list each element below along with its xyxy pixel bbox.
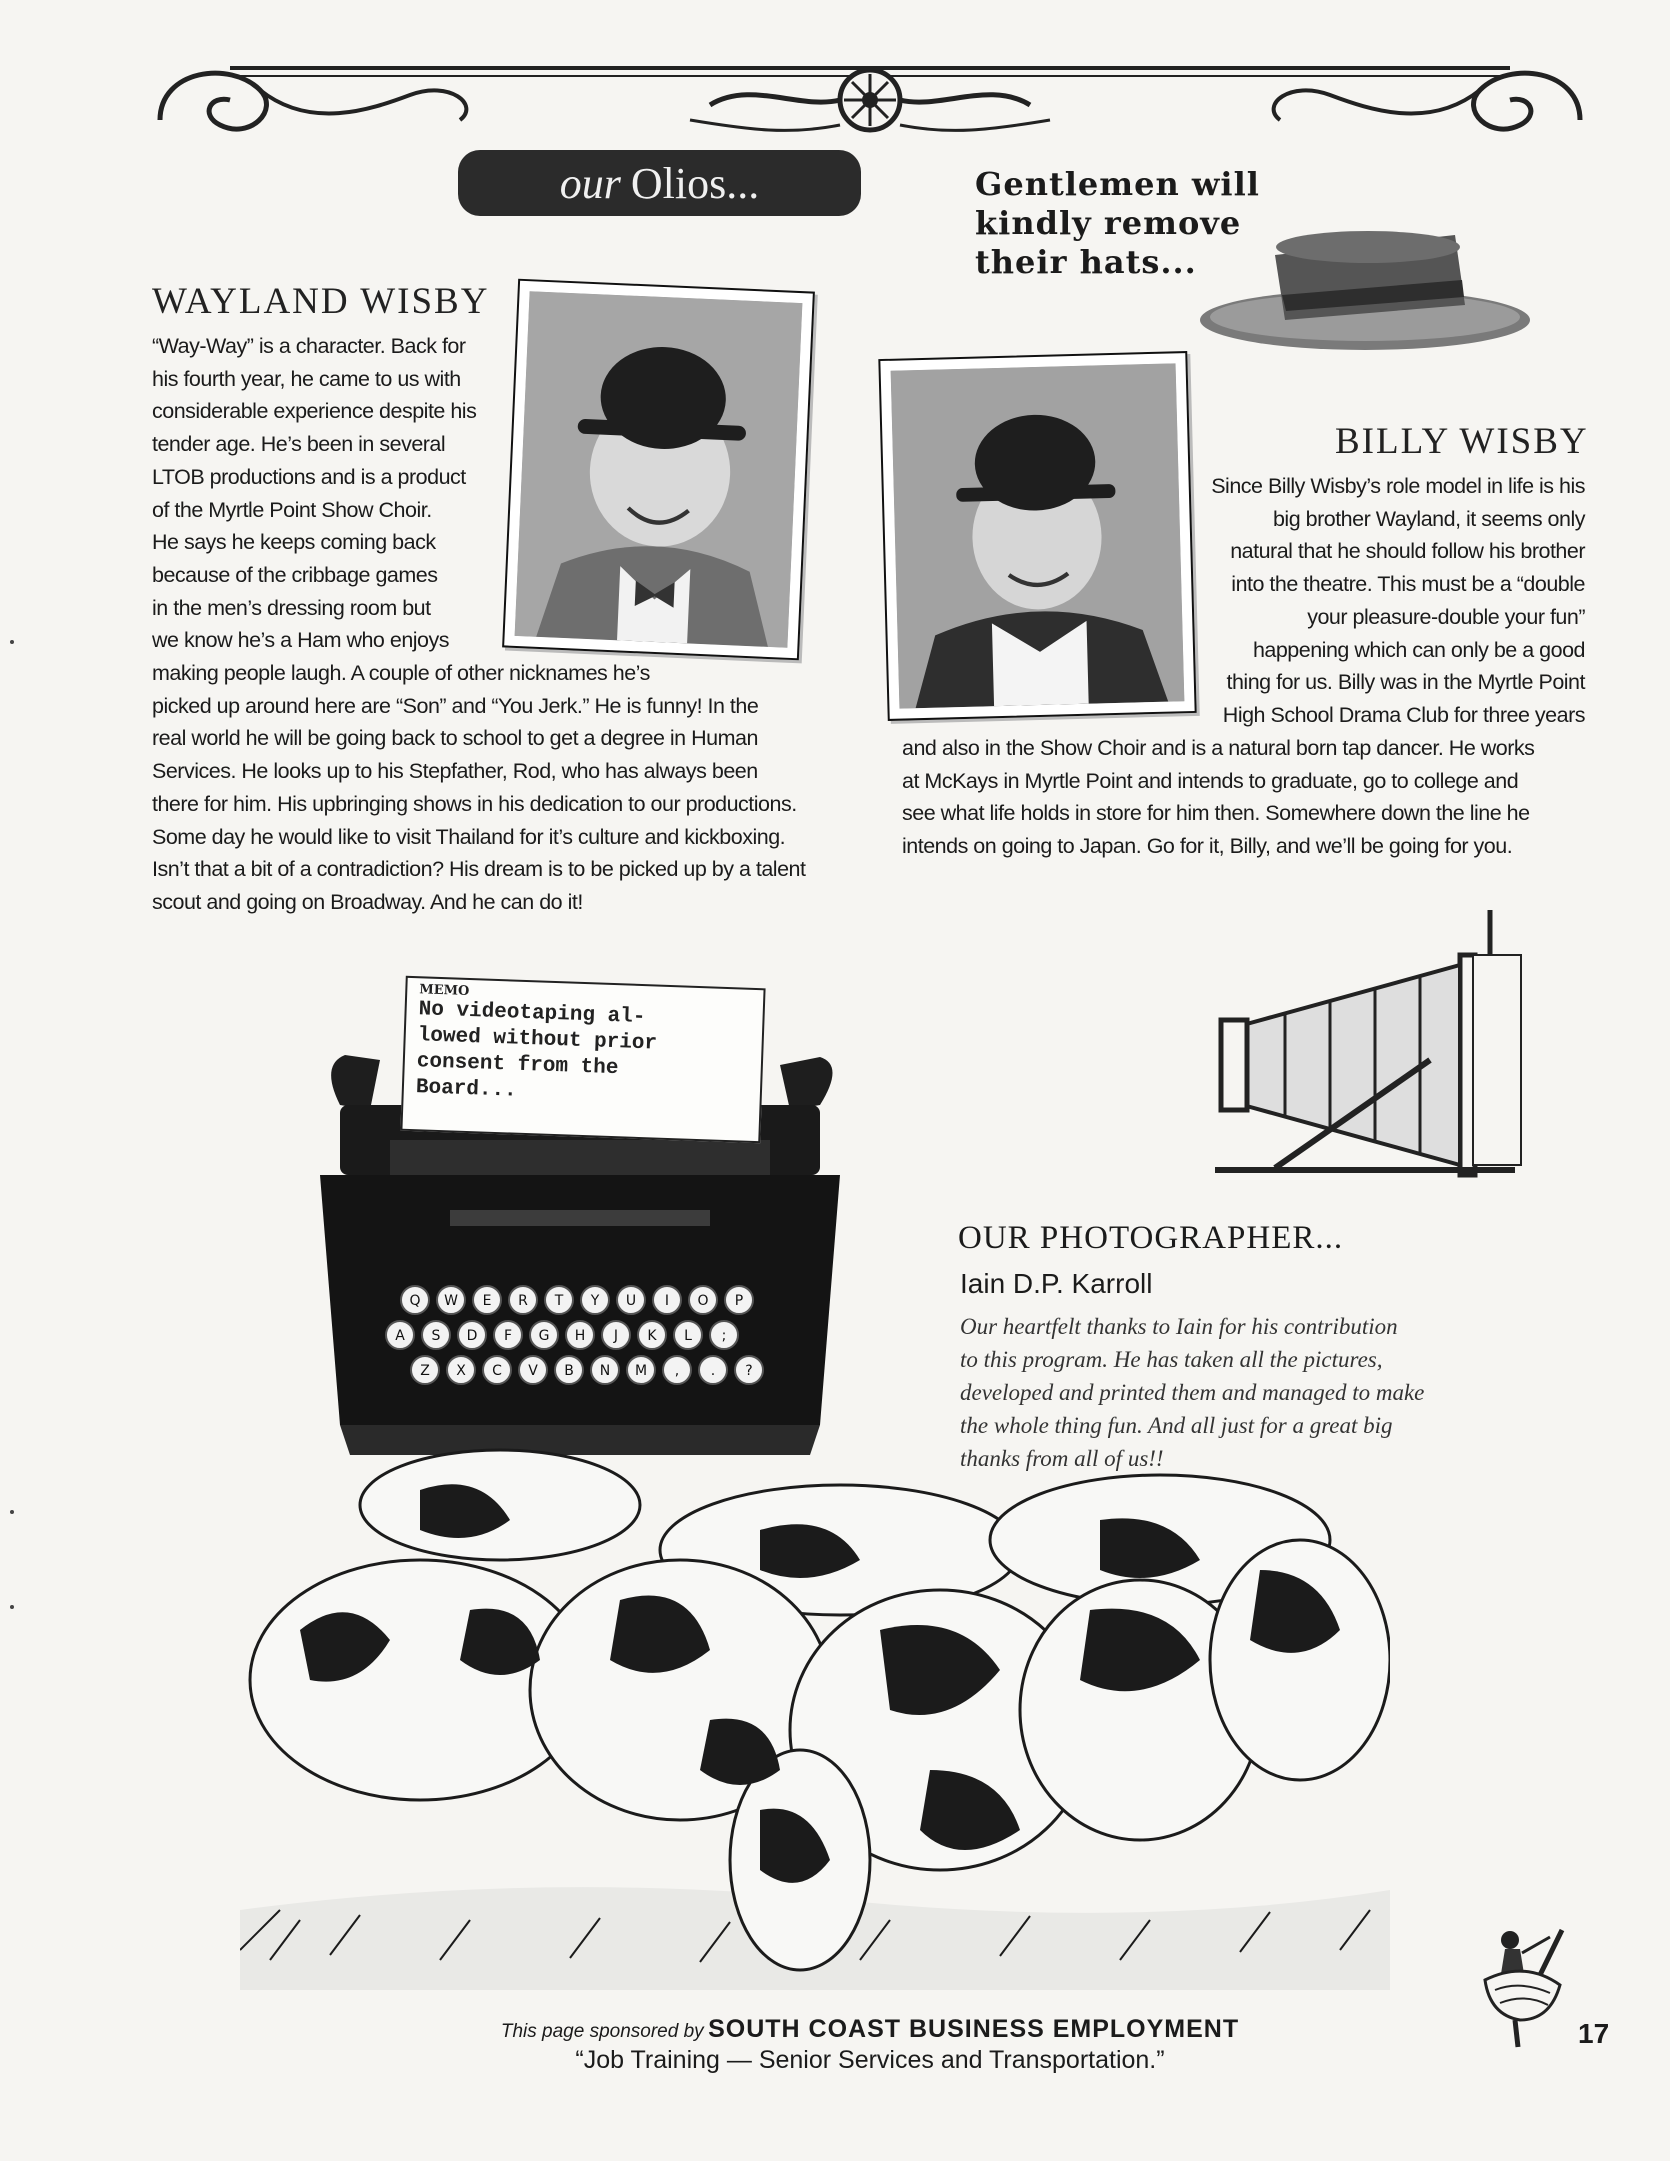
section-title-italic: our — [559, 158, 621, 208]
typewriter-key-label: X — [456, 1363, 466, 1379]
wayland-bio-line: in the men’s dressing room but — [152, 595, 431, 620]
billy-photo — [878, 351, 1196, 721]
typewriter-key-label: G — [538, 1328, 550, 1344]
typewriter-key-label: ? — [745, 1363, 753, 1379]
photographer-thanks-line: thanks from all of us!! — [960, 1446, 1164, 1471]
page-number: 17 — [1578, 2018, 1610, 2049]
section-title: Olios... — [630, 158, 760, 208]
margin-mark — [10, 640, 14, 644]
typewriter-key-label: J — [613, 1328, 619, 1344]
billy-bio-upper — [1211, 470, 1585, 732]
memo-line: Board... — [415, 1076, 518, 1103]
wayland-bio-line: we know he’s a Ham who enjoys — [152, 628, 450, 653]
margin-mark — [10, 1510, 14, 1514]
typewriter-key-label: A — [395, 1328, 405, 1344]
hat-notice-line: Gentlemen will — [975, 165, 1260, 203]
wayland-bio-line: “Way-Way” is a character. Back for — [152, 334, 466, 358]
wayland-bio-line: making people laugh. A couple of other nicknames he’s — [152, 661, 650, 686]
sponsor-prefix: This page sponsored by — [500, 2021, 704, 2042]
billy-bio-lower — [902, 732, 1534, 863]
section-title-banner — [458, 150, 861, 216]
wayland-name-heading: WAYLAND WISBY — [152, 281, 490, 322]
memo-label: MEMO — [419, 982, 470, 999]
typewriter-key-label: T — [554, 1293, 564, 1309]
margin-mark — [10, 1605, 14, 1609]
wayland-bio-line: his fourth year, he came to us with — [152, 366, 461, 391]
billy-bio-line: see what life holds in store for him then. Somewhere down the line he — [902, 801, 1530, 826]
memo-note — [400, 976, 765, 1143]
typewriter-key-label: Q — [409, 1293, 421, 1309]
wayland-bio-line: real world he will be going back to school to get a degree in Human — [152, 726, 758, 751]
billy-name-heading: BILLY WISBY — [1335, 421, 1589, 462]
billy-bio-line: High School Drama Club for three years — [1222, 702, 1585, 727]
billy-bio-line: at McKays in Myrtle Point and intends to graduate, go to college and — [902, 768, 1519, 793]
billy-bio-line: natural that he should follow his brother — [1230, 539, 1585, 564]
wayland-bio-line: Isn’t that a bit of a contradiction? His dream is to be picked up by a talent — [152, 857, 806, 882]
typewriter-key-label: M — [634, 1363, 648, 1379]
memo-line: lowed without prior — [417, 1024, 658, 1056]
photographer-thanks-line: Our heartfelt thanks to Iain for his contribution — [960, 1314, 1398, 1339]
typewriter-key-label: V — [528, 1363, 538, 1379]
typewriter-key-label: C — [492, 1363, 502, 1379]
wayland-bio-line: He says he keeps coming back — [152, 530, 436, 555]
photographer-thanks-line: the whole thing fun. And all just for a great big — [960, 1413, 1393, 1438]
typewriter-key-label: W — [444, 1293, 458, 1309]
typewriter-key-label: I — [664, 1293, 670, 1309]
typewriter-key-label: S — [431, 1328, 441, 1344]
wayland-bio-line: there for him. His upbringing shows in his dedication to our productions. — [152, 791, 797, 816]
typewriter-key-label: B — [564, 1363, 574, 1379]
wayland-bio-line: picked up around here are “Son” and “You Jerk.” He is funny! In the — [152, 693, 759, 718]
billy-bio-line: Since Billy Wisby’s role model in life is his — [1211, 474, 1585, 498]
wayland-bio-line: because of the cribbage games — [152, 562, 438, 587]
sponsor-tagline: “Job Training — Senior Services and Transportation.” — [575, 2046, 1165, 2074]
billy-bio-line: big brother Wayland, it seems only — [1272, 506, 1585, 531]
photographer-heading: OUR PHOTOGRAPHER... — [958, 1220, 1344, 1256]
billy-bio-line: intends on going to Japan. Go for it, Billy, and we’ll be going for you. — [902, 834, 1513, 859]
typewriter-key-label: . — [710, 1363, 716, 1379]
typewriter-key-label: U — [625, 1293, 637, 1309]
hat-notice-line: kindly remove — [975, 204, 1242, 242]
wayland-bio-line: LTOB productions and is a product — [152, 464, 466, 489]
typewriter-key-label: L — [684, 1328, 692, 1344]
hat-notice-line: their hats... — [975, 243, 1197, 281]
wayland-bio-line: considerable experience despite his — [152, 399, 477, 424]
wayland-bio-line: of the Myrtle Point Show Choir. — [152, 497, 432, 522]
typewriter-key-label: Y — [590, 1293, 600, 1309]
billy-bio-line: happening which can only be a good — [1252, 637, 1585, 662]
sponsor-name: SOUTH COAST BUSINESS EMPLOYMENT — [708, 2015, 1240, 2043]
photographer-thanks-line: developed and printed them and managed to make — [960, 1380, 1425, 1405]
typewriter-key-label: F — [503, 1328, 513, 1344]
sponsor-credit — [300, 2015, 1440, 2075]
typewriter-key-label: N — [599, 1363, 611, 1379]
typewriter-key-label: K — [647, 1328, 657, 1344]
photographer-name: Iain D.P. Karroll — [960, 1268, 1153, 1299]
wayland-bio-line: Services. He looks up to his Stepfather, Rod, who has always been — [152, 759, 758, 784]
memo-line: consent from the — [416, 1050, 619, 1081]
cancan-dancer-illustration — [1480, 1925, 1570, 2050]
wayland-bio — [152, 330, 805, 919]
billy-bio-line: thing for us. Billy was in the Myrtle Point — [1226, 670, 1585, 695]
typewriter-key-label: ; — [721, 1328, 727, 1344]
typewriter-key-label: E — [482, 1293, 492, 1309]
typewriter-key-label: O — [697, 1293, 709, 1309]
photographer-thanks-line: to this program. He has taken all the pictures, — [960, 1347, 1383, 1372]
ornamental-border — [150, 50, 1590, 160]
typewriter-key-label: , — [674, 1363, 680, 1379]
wayland-bio-line: tender age. He’s been in several — [152, 432, 446, 457]
typewriter-key-label: P — [734, 1293, 744, 1309]
wayland-bio-line: scout and going on Broadway. And he can do it! — [152, 889, 583, 914]
typewriter-key-label: H — [574, 1328, 586, 1344]
straw-hat-illustration — [1190, 225, 1530, 355]
billy-bio-line: into the theatre. This must be a “double — [1231, 572, 1585, 597]
typewriter-key-label: D — [466, 1328, 478, 1344]
billy-bio-line: and also in the Show Choir and is a natural born tap dancer. He works — [902, 736, 1535, 760]
memo-line: No videotaping al- — [418, 998, 646, 1030]
billy-bio-line: your pleasure-double your fun” — [1307, 604, 1585, 629]
typewriter-key-label: Z — [420, 1363, 430, 1379]
wayland-bio-line: Some day he would like to visit Thailand for it’s culture and kickboxing. — [152, 824, 786, 849]
typewriter-key-label: R — [518, 1293, 528, 1309]
bellows-camera-illustration — [1215, 910, 1535, 1190]
cow-herd-illustration — [240, 1430, 1390, 1990]
